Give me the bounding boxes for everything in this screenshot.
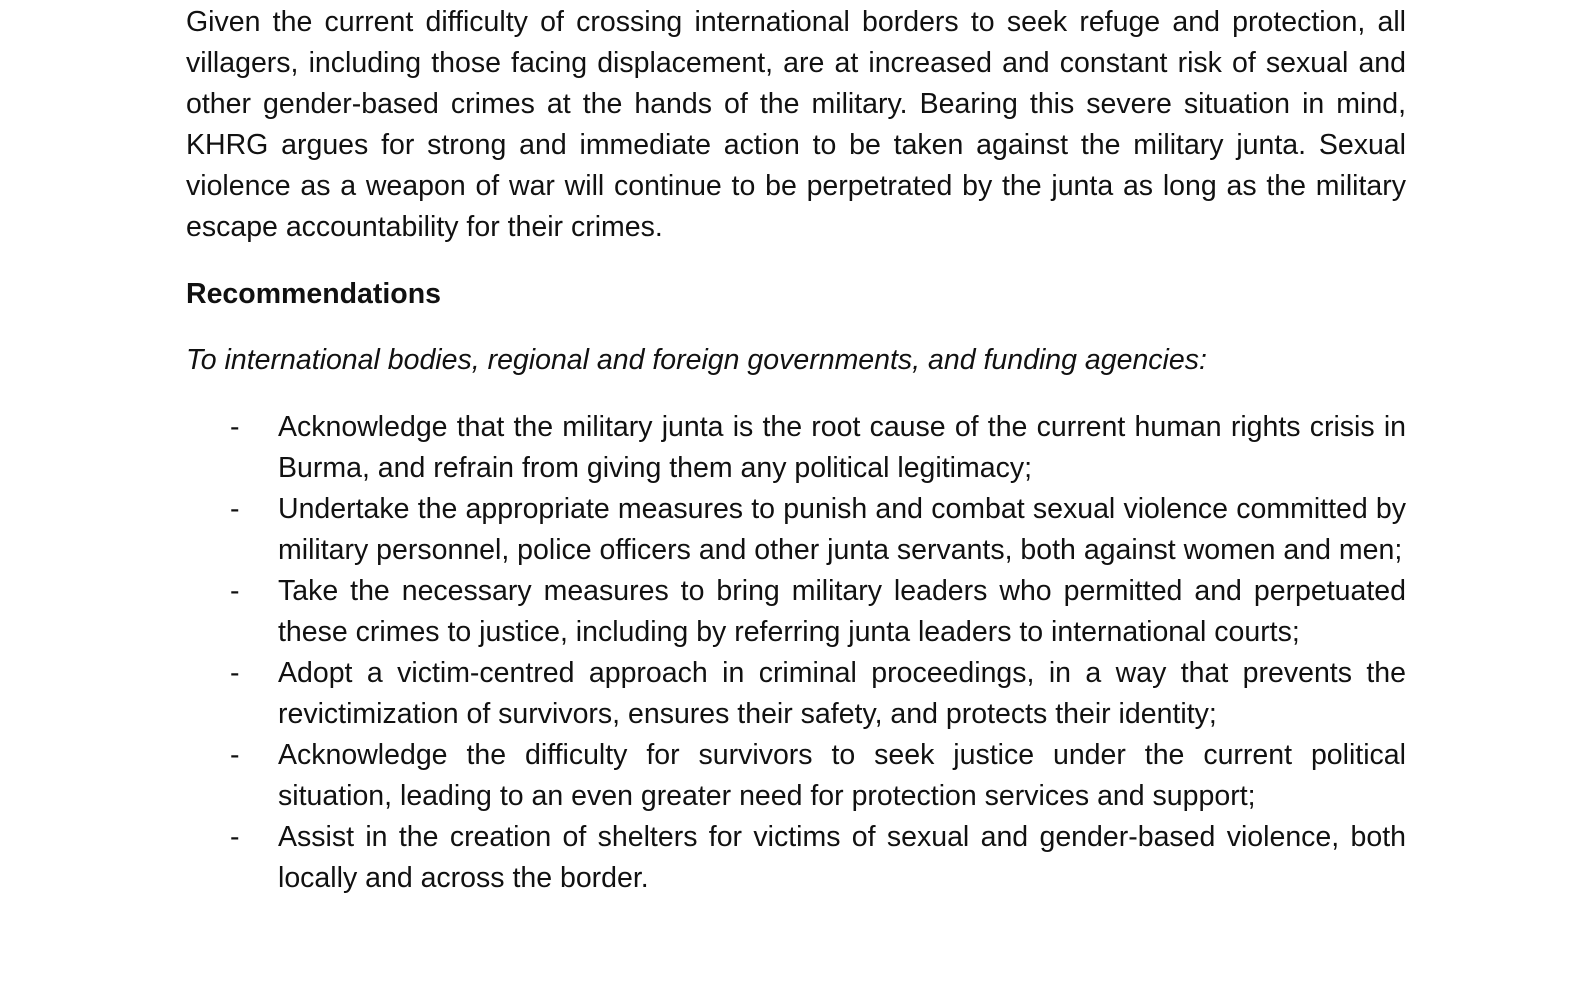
recommendations-heading: Recommendations <box>186 278 441 310</box>
bullet-dash: - <box>230 411 240 443</box>
recommendation-item <box>186 735 1406 817</box>
recommendations-audience: To international bodies, regional and foreign governments, and funding agencies: <box>186 344 1207 376</box>
recommendation-text: Undertake the appropriate measures to punish and combat sexual violence committed by military personnel, police officers and other junta servants, both against women and men; <box>278 493 1406 566</box>
document-page <box>186 0 1406 899</box>
recommendations-list <box>186 407 1406 899</box>
recommendation-item <box>186 653 1406 735</box>
intro-paragraph: Given the current difficulty of crossing international borders to seek refuge and protection, all villagers, including those facing displacement, are at increased and constant risk of sexual and other gender-based crimes at the hands of the military. Bearing this severe situation in mind, KHRG argues for strong and immediate action to be taken against the military junta. Sexual violence as a weapon of war will continue to be perpetrated by the junta as long as the military escape accountability for their crimes. <box>186 6 1406 243</box>
bullet-dash: - <box>230 493 240 525</box>
bullet-dash: - <box>230 575 240 607</box>
recommendation-text: Take the necessary measures to bring military leaders who permitted and perpetuated these crimes to justice, including by referring junta leaders to international courts; <box>278 575 1406 648</box>
bullet-dash: - <box>230 739 240 771</box>
bullet-dash: - <box>230 657 240 689</box>
recommendation-text: Acknowledge the difficulty for survivors to seek justice under the current political situation, leading to an even greater need for protection services and support; <box>278 739 1406 812</box>
recommendation-text: Assist in the creation of shelters for victims of sexual and gender-based violence, both locally and across the border. <box>278 821 1406 894</box>
recommendation-item <box>186 489 1406 571</box>
bullet-dash: - <box>230 821 240 853</box>
recommendation-item <box>186 407 1406 489</box>
recommendation-text: Acknowledge that the military junta is the root cause of the current human rights crisis in Burma, and refrain from giving them any political legitimacy; <box>278 411 1406 484</box>
recommendation-item <box>186 817 1406 899</box>
recommendation-text: Adopt a victim-centred approach in criminal proceedings, in a way that prevents the revictimization of survivors, ensures their safety, and protects their identity; <box>278 657 1406 730</box>
recommendation-item <box>186 571 1406 653</box>
